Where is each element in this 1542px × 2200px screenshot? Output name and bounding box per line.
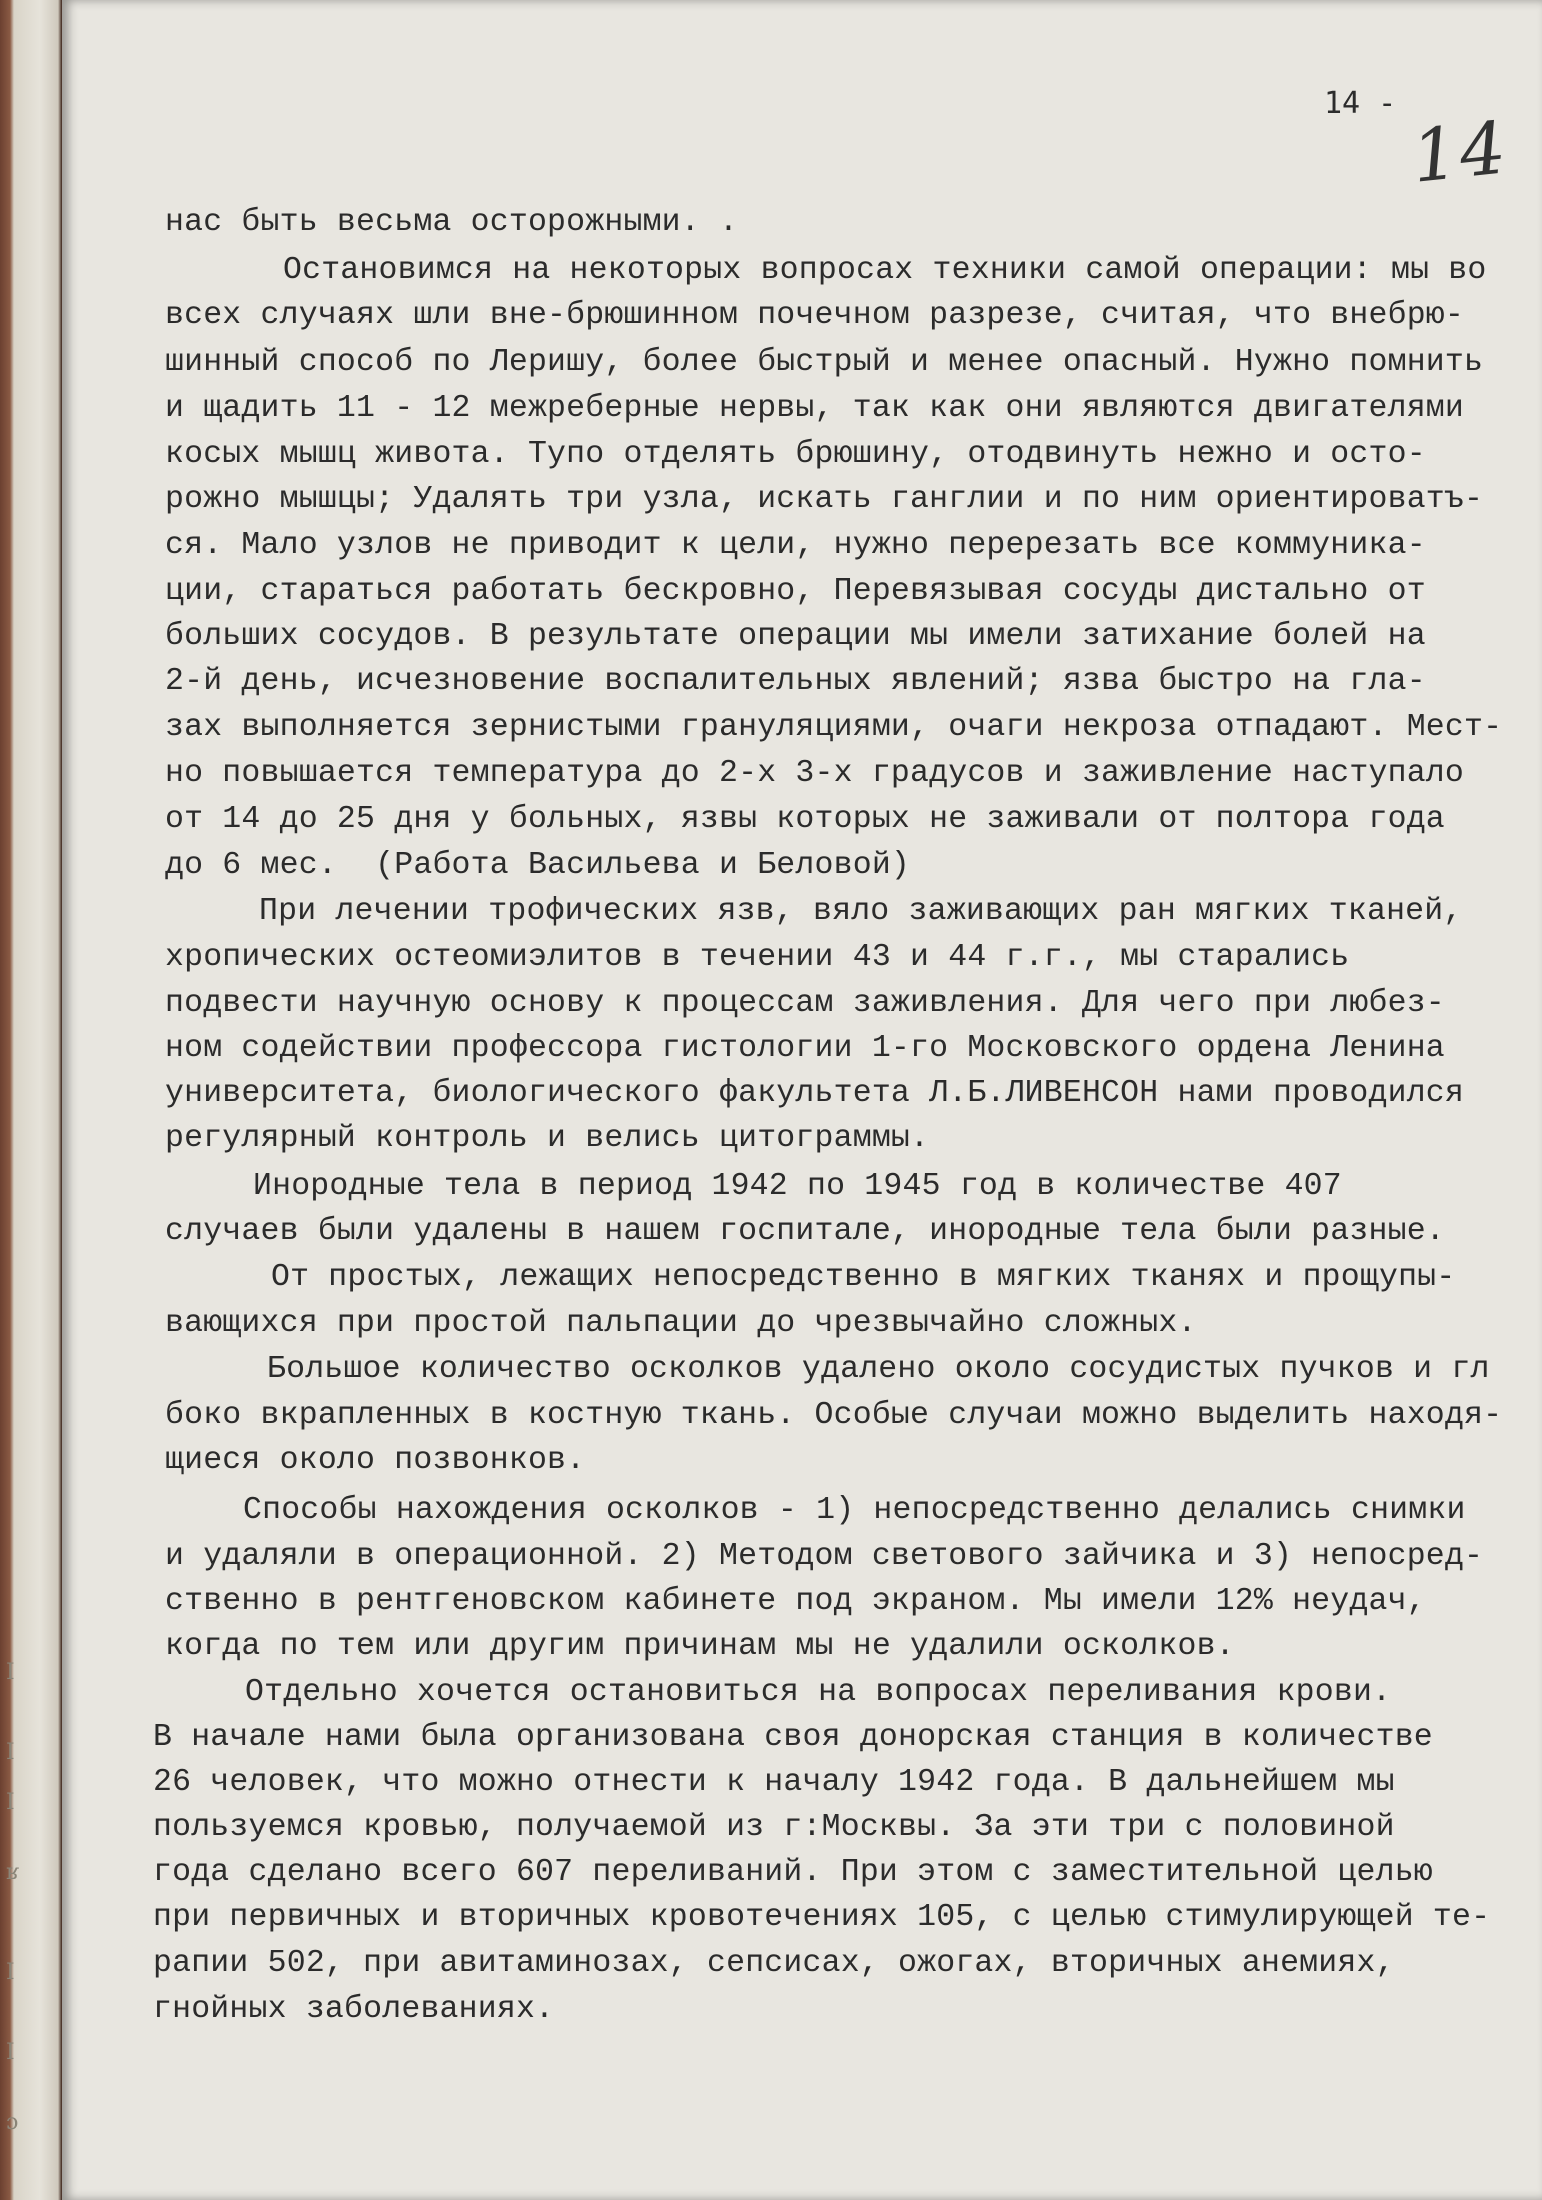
text-line: зах выполняется зернистыми грануляциями, очаги некроза отпадают. Мест- <box>165 710 1503 745</box>
edge-mark: I <box>6 2040 15 2065</box>
edge-mark: I <box>6 1790 15 1815</box>
text-line: всех случаях шли вне-брюшинном почечном разрезе, считая, что внебрю- <box>165 298 1465 333</box>
edge-mark: I <box>6 1740 15 1765</box>
text-line: боко вкрапленных в костную ткань. Особые случаи можно выделить находя- <box>165 1398 1503 1433</box>
text-line: но повышается температура до 2-х 3-х градусов и заживление наступало <box>165 756 1465 791</box>
text-line: когда по тем или другим причинам мы не удалили осколков. <box>165 1629 1235 1664</box>
text-line: От простых, лежащих непосредственно в мягких тканях и прощупы- <box>271 1260 1456 1295</box>
text-line: вающихся при простой пальпации до чрезвычайно сложных. <box>165 1306 1197 1341</box>
text-line: Отдельно хочется остановиться на вопросах переливания крови. <box>245 1675 1392 1710</box>
text-line: университета, биологического факультета Л.Б.ЛИВЕНСОН нами проводился <box>165 1076 1465 1111</box>
previous-page-edge <box>0 0 62 2200</box>
text-line: ственно в рентгеновском кабинете под экраном. Мы имели 12% неудач, <box>165 1584 1426 1619</box>
text-line: косых мышц живота. Тупо отделять брюшину, отодвинуть нежно и осто- <box>165 437 1426 472</box>
text-line: 2-й день, исчезновение воспалительных явлений; язва быстро на гла- <box>165 664 1426 699</box>
text-line: больших сосудов. В результате операции мы имели затихание болей на <box>165 619 1426 654</box>
text-line: ции, стараться работать бескровно, Перевязывая сосуды дистально от <box>165 574 1426 609</box>
text-line: рапии 502, при авитаминозах, сепсисах, ожогах, вторичных анемиях, <box>153 1946 1395 1981</box>
text-line: Большое количество осколков удалено около сосудистых пучков и гл <box>267 1352 1490 1387</box>
text-line: шинный способ по Леришу, более быстрый и менее опасный. Нужно помнить <box>165 345 1484 380</box>
text-line: от 14 до 25 дня у больных, язвы которых не заживали от полтора года <box>165 802 1445 837</box>
edge-mark: ɔ <box>6 2110 19 2135</box>
text-line: Инородные тела в период 1942 по 1945 год в количестве 407 <box>253 1169 1342 1204</box>
text-line: при первичных и вторичных кровотечениях 105, с целью стимулирующей те- <box>153 1900 1491 1935</box>
edge-mark: ʁ <box>6 1860 19 1885</box>
text-line: Остановимся на некоторых вопросах техники самой операции: мы во <box>283 253 1487 288</box>
text-line: 26 человек, что можно отнести к началу 1942 года. В дальнейшем мы <box>153 1765 1395 1800</box>
page-number: 14 - <box>1324 86 1397 121</box>
handwritten-archive-number: 14 <box>1407 105 1512 199</box>
text-line: щиеся около позвонков. <box>165 1443 586 1478</box>
text-line: В начале нами была организована своя донорская станция в количестве <box>153 1720 1433 1755</box>
edge-mark: I <box>6 1960 15 1985</box>
text-line: хропических остеомиэлитов в течении 43 и 44 г.г., мы старались <box>165 940 1350 975</box>
edge-mark: I <box>6 1660 15 1685</box>
text-line: рожно мышцы; Удалять три узла, искать ганглии и по ним ориентироватъ- <box>165 482 1484 517</box>
text-line: года сделано всего 607 переливаний. При этом с заместительной целью <box>153 1855 1433 1890</box>
text-line: Способы нахождения осколков - 1) непосредственно делались снимки <box>243 1493 1466 1528</box>
text-line: ся. Мало узлов не приводит к цели, нужно перерезать все коммуника- <box>165 528 1426 563</box>
text-line: и щадить 11 - 12 межреберные нервы, так как они являются двигателями <box>165 391 1465 426</box>
text-line: При лечении трофических язв, вяло заживающих ран мягких тканей, <box>259 894 1463 929</box>
text-line: подвести научную основу к процессам заживления. Для чего при любез- <box>165 986 1445 1021</box>
text-line: гнойных заболеваниях. <box>153 1992 555 2027</box>
text-line: нас быть весьма осторожными. . <box>165 205 739 240</box>
text-line: случаев были удалены в нашем госпитале, инородные тела были разные. <box>165 1214 1445 1249</box>
text-line: до 6 мес. (Работа Васильева и Беловой) <box>165 848 911 883</box>
typed-page <box>62 0 1542 2200</box>
text-line: и удаляли в операционной. 2) Методом светового зайчика и 3) непосред- <box>165 1539 1484 1574</box>
text-line: ном содействии профессора гистологии 1-го Московского ордена Ленина <box>165 1031 1445 1066</box>
text-line: регулярный контроль и велись цитограммы. <box>165 1121 930 1156</box>
text-line: пользуемся кровью, получаемой из г:Москвы. За эти три с половиной <box>153 1810 1395 1845</box>
